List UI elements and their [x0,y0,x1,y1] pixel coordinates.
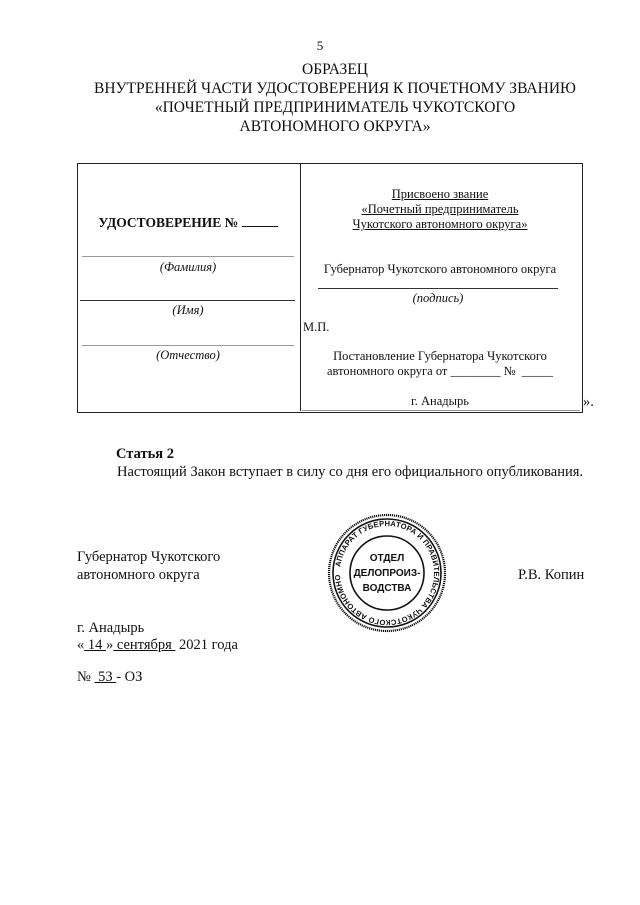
number-value: 53 [94,669,117,685]
certificate-number-blank [242,214,278,227]
signatory-position-line-1: Губернатор Чукотского [77,549,221,565]
article-body: Настоящий Закон вступает в силу со дня его официального опубликования. [117,464,584,480]
number-prefix: № [77,669,95,685]
awarded-line-1: Присвоено звание [391,187,489,201]
seal-ring-text: АППАРАТ ГУБЕРНАТОРА И ПРАВИТЕЛЬСТВА ЧУКОТСКОГО АВТОНОМНО [332,518,442,628]
heading-line-4: АВТОНОМНОГО ОКРУГА» [239,118,431,135]
surname-line [82,256,294,257]
page-number: 5 [316,38,324,53]
patronymic-line [82,345,294,346]
seal-graphic [326,512,448,634]
awarded-line-2: «Почетный предприниматель [361,202,519,216]
certificate-title [82,214,294,231]
decree-line-2: автономного округа от ________ № _____ [326,364,554,378]
law-number [77,668,142,686]
name-label: (Имя) [172,303,204,317]
number-suffix: - ОЗ [116,669,143,685]
certificate-bottom-line [302,410,580,411]
seal-line-3: ВОДСТВА [362,583,412,594]
date-open-quote: « [77,637,85,653]
closing-quote-mark: ». [583,394,594,410]
heading-line-3: «ПОЧЕТНЫЙ ПРЕДПРИНИМАТЕЛЬ ЧУКОТСКОГО [154,99,516,116]
date-close-quote: » [106,637,114,653]
signature-line [318,288,558,289]
signatory-name: Р.В. Копин [518,567,585,583]
date-month: сентября [113,637,176,653]
awarded-line-3: Чукотского автономного округа» [352,217,528,231]
heading-line-2: ВНУТРЕННЕЙ ЧАСТИ УДОСТОВЕРЕНИЯ К ПОЧЕТНОМУ ЗВАНИЮ [94,80,576,97]
date-day: 14 [84,637,106,653]
patronymic-label: (Отчество) [156,348,220,362]
signatory-position-line-2: автономного округа [77,567,200,583]
decree-line-1: Постановление Губернатора Чукотского [333,349,547,363]
governor-title: Губернатор Чукотского автономного округа [323,262,557,276]
name-line [80,300,295,301]
document-heading [60,60,610,136]
stamp-place-label: М.П. [303,320,330,334]
heading-line-1: ОБРАЗЕЦ [302,61,368,78]
official-seal [326,512,448,634]
signature-label: (подпись) [412,291,464,305]
date-year: 2021 года [175,637,238,653]
enactment-date [77,636,238,654]
certificate-left-panel [77,163,301,411]
article-title: Статья 2 [116,446,174,462]
certificate-city: г. Анадырь [411,394,469,408]
seal-line-2: ДЕЛОПРОИЗ- [353,568,421,579]
certificate-title-text: УДОСТОВЕРЕНИЕ № [98,215,239,230]
footer-city: г. Анадырь [77,620,145,636]
surname-label: (Фамилия) [159,260,217,274]
seal-line-1: ОТДЕЛ [369,553,405,564]
